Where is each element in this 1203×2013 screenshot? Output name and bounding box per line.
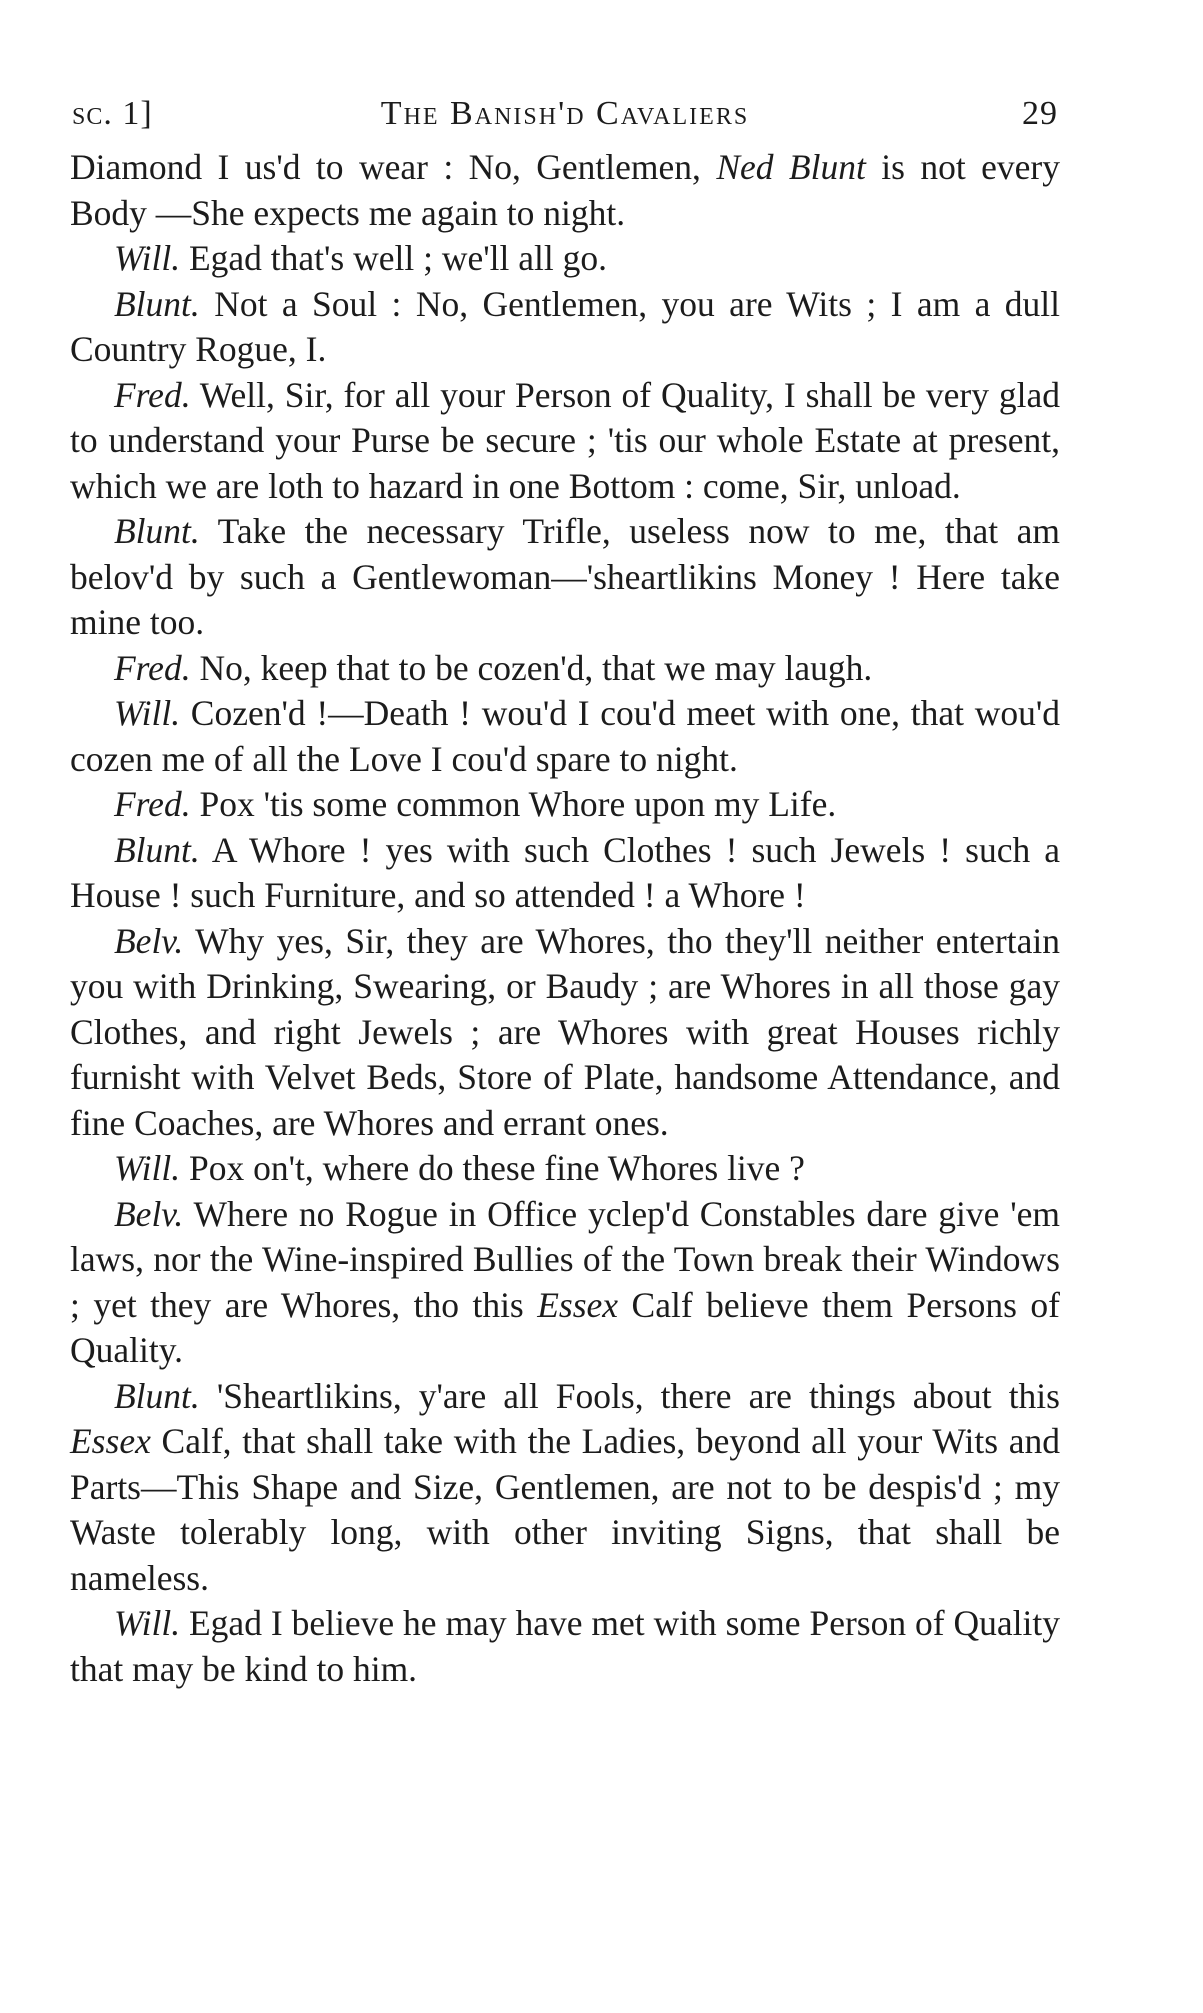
- dialogue-paragraph: [70, 373, 1060, 510]
- speaker-name: Fred.: [114, 647, 191, 688]
- page-number: 29: [1022, 95, 1058, 132]
- dialogue-paragraph: [70, 1146, 1060, 1192]
- speech-text: Well, Sir, for all your Person of Quality, I shall be very glad to understand your Purse be secure ; 'tis our whole Estate at present, which we are loth to hazard in one Bottom : come, Sir, unload.: [70, 374, 1060, 506]
- speech-text: Where no Rogue in Office yclep'd Constables dare give 'em laws, nor the Wine-inspired Bullies of the Town break their Windows ; yet they are Whores, tho this: [70, 1193, 1060, 1325]
- body-text: [70, 145, 1060, 1692]
- speaker-name: Fred.: [114, 374, 191, 415]
- speaker-name: Belv.: [114, 1193, 184, 1234]
- speaker-name: Blunt.: [114, 283, 200, 324]
- dialogue-paragraph: [70, 509, 1060, 646]
- italic-text: Essex: [70, 1421, 151, 1461]
- speech-text: Egad that's well ; we'll all go.: [180, 238, 607, 278]
- dialogue-paragraph: [70, 646, 1060, 692]
- dialogue-paragraph: [70, 828, 1060, 919]
- speech-text: Not a Soul : No, Gentlemen, you are Wits ; I am a dull Country Rogue, I.: [70, 283, 1060, 369]
- speaker-name: Blunt.: [114, 1375, 200, 1416]
- speaker-name: Fred.: [114, 784, 191, 824]
- speech-text: Calf believe them Persons of Quality.: [70, 1284, 1060, 1370]
- speech-text: Pox 'tis some common Whore upon my Life.: [190, 784, 837, 824]
- speaker-name: Will.: [114, 1148, 181, 1188]
- speech-text: Diamond I us'd to wear : No, Gentlemen,: [70, 147, 717, 187]
- dialogue-paragraph: [70, 1374, 1060, 1602]
- speech-text: Take the necessary Trifle, useless now to me, that am belov'd by such a Gentlewoman—'sheartlikins Money ! Here take mine too.: [70, 511, 1060, 642]
- speaker-name: Blunt.: [114, 829, 200, 870]
- speech-text: Why yes, Sir, they are Whores, tho they'll neither entertain you with Drinking, Swearing, or Baudy ; are Whores in all those gay Clothes, and right Jewels ; are Whores with great Houses richly furnisht with Velvet Beds, Store of Plate, handsome Attendance, and fine Coaches, are Whores and errant ones.: [70, 920, 1060, 1143]
- running-title: The Banish'd Cavaliers: [380, 95, 750, 132]
- dialogue-paragraph: [70, 145, 1060, 236]
- speech-text: A Whore ! yes with such Clothes ! such Jewels ! such a House ! such Furniture, and so attended ! a Whore !: [70, 829, 1060, 915]
- speech-text: Calf, that shall take with the Ladies, beyond all your Wits and Parts—This Shape and Size, Gentlemen, are not to be despis'd ; my Waste tolerably long, with other inviting Signs, that shall be nameless.: [70, 1421, 1060, 1598]
- dialogue-paragraph: [70, 1601, 1060, 1692]
- dialogue-paragraph: [70, 282, 1060, 373]
- speech-text: is not every Body —She expects me again to night.: [70, 147, 1060, 233]
- dialogue-paragraph: [70, 236, 1060, 282]
- italic-text: Ned Blunt: [716, 147, 866, 187]
- speaker-name: Will.: [114, 1603, 181, 1643]
- dialogue-paragraph: [70, 782, 1060, 828]
- dialogue-paragraph: [70, 919, 1060, 1147]
- speaker-name: Will.: [114, 693, 181, 733]
- speech-text: Egad I believe he may have met with some Person of Quality that may be kind to him.: [70, 1603, 1060, 1689]
- dialogue-paragraph: [70, 1192, 1060, 1374]
- speech-text: No, keep that to be cozen'd, that we may laugh.: [190, 647, 873, 688]
- speaker-name: Will.: [114, 238, 181, 278]
- dialogue-paragraph: [70, 691, 1060, 782]
- running-header: [70, 95, 1060, 145]
- speaker-name: Blunt.: [114, 511, 200, 551]
- speech-text: Pox on't, where do these fine Whores live ?: [180, 1148, 805, 1188]
- book-page: [70, 95, 1060, 1692]
- speaker-name: Belv.: [114, 920, 184, 961]
- speech-text: 'Sheartlikins, y'are all Fools, there are things about this: [199, 1375, 1060, 1416]
- italic-text: Essex: [537, 1284, 619, 1325]
- section-marker: sc. 1]: [72, 95, 153, 132]
- speech-text: Cozen'd !—Death ! wou'd I cou'd meet with one, that wou'd cozen me of all the Love I cou'd spare to night.: [70, 693, 1060, 779]
